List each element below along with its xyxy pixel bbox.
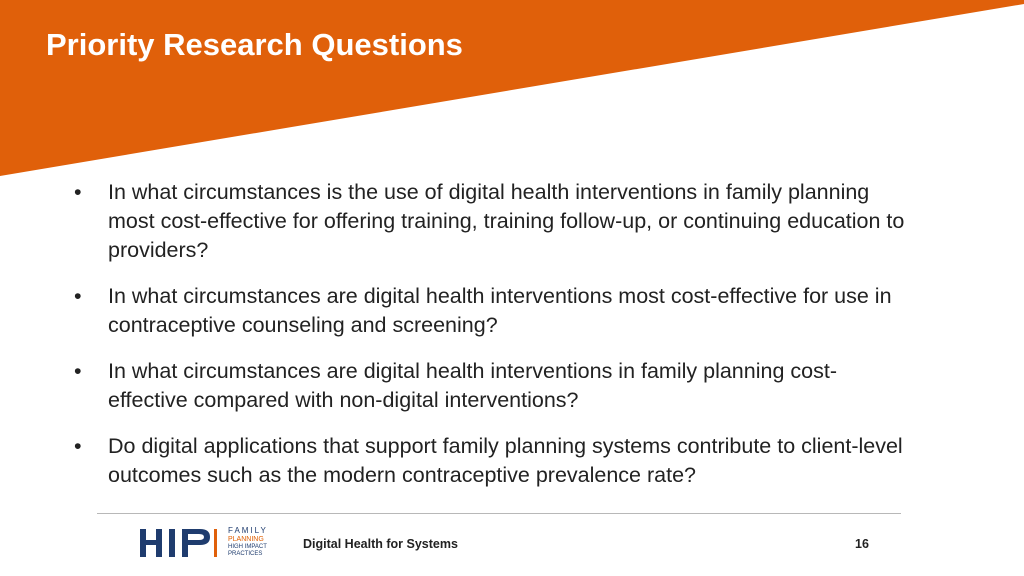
bullet-dot-icon: • bbox=[74, 284, 82, 308]
bullet-text: Do digital applications that support family planning systems contribute to client-level outcomes such as the modern contraceptive prevalence rate? bbox=[108, 434, 903, 487]
bullet-item bbox=[70, 432, 910, 490]
footer-title: Digital Health for Systems bbox=[303, 537, 458, 551]
bullet-item bbox=[70, 178, 910, 265]
slide-title: Priority Research Questions bbox=[46, 27, 463, 62]
page-number: 16 bbox=[855, 537, 869, 551]
footer-divider bbox=[97, 513, 901, 514]
bullet-list bbox=[70, 178, 910, 507]
bullet-item bbox=[70, 357, 910, 415]
bullet-dot-icon: • bbox=[74, 359, 82, 383]
hip-logo-mark-icon bbox=[140, 529, 218, 557]
bullet-text: In what circumstances is the use of digital health interventions in family planning most cost-effective for offering training, training follow-up, or continuing education to providers? bbox=[108, 180, 905, 262]
logo-wordmark: FAMILY PLANNING HIGH IMPACT PRACTICES bbox=[228, 526, 268, 557]
bullet-item bbox=[70, 282, 910, 340]
bullet-dot-icon: • bbox=[74, 434, 82, 458]
bullet-text: In what circumstances are digital health interventions most cost-effective for use in contraceptive counseling and screening? bbox=[108, 284, 892, 337]
bullet-dot-icon: • bbox=[74, 180, 82, 204]
bullet-text: In what circumstances are digital health interventions in family planning cost-effective compared with non-digital interventions? bbox=[108, 359, 837, 412]
